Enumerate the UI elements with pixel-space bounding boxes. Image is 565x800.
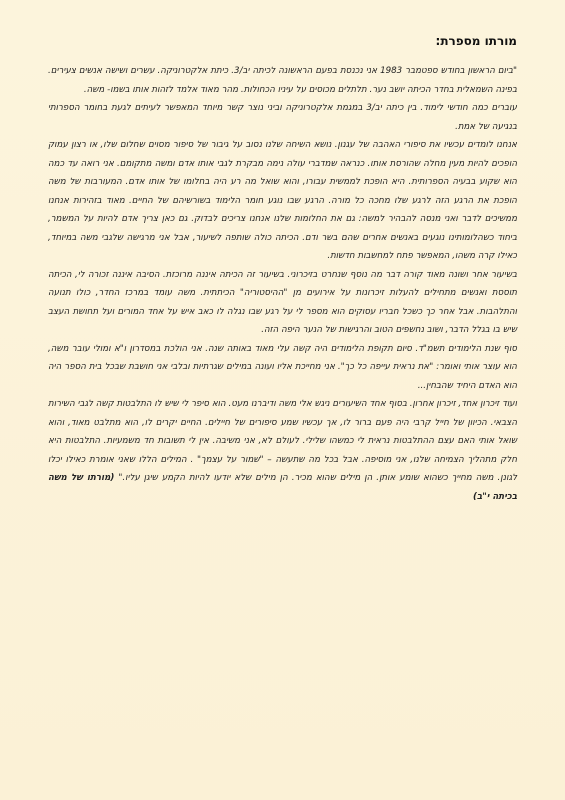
page-heading: מורתו מספרת: xyxy=(435,34,517,48)
paragraph: אנחנו לומדים עכשיו את סיפורי האהבה של עגנון. נושא השיחה שלנו נסוב על גיבור של סיפור מסוים שחלום שלו, או רצון עמוק הופכים להיות מעין מחלה שהורסת אותו. כנראה שמדברי עולה נימה מבקרת לגבי אותו אדם ומשה מתקומם. אני רואה עד כמה הוא שקוע בבעיה הספרותית. היא הופכת לממשית עבורו, והוא שואל מה רע היה בחלומו של אותו אדם. המעורבות של משה הופכת את הרגע הזה לרגע שלו מחכה כל מורה. הרגע שבו נוגע חומר הלימוד בשורשיהם של החיים. מאוד בזהירות אנחנו ממשיכים לדבר ואני מנסה להבהיר למשה: גם את החלומות שלנו אנחנו צריכים לבדוק. גם כאן צריך אדם להיות על המשמר, ביחוד כשהלומותינו נוגעים באנשים אחרים שהם בשר ודם. הכיתה כולה שותפה לשיעור, אבל אני מרגישה שלגבי משה במיוחד, כאילו קרה משהו, המאפשר פתח למחשבות חדשות. xyxy=(48,140,517,261)
paragraph: סוף שנת הלימודים תשמ"ד. סיום תקופת הלימודים היה קשה עלי מאוד באותה שנה. אני הולכת במסדרון ו"א ומולי עובר משה, הוא עוצר אותי ואומר: "את נראית עייפה כל כך". אני מחייכת אליו ועונה במילים שגרתיות ובלבי אני חושבת שבכל בית הספר היה הוא האדם היחיד שהבחין... xyxy=(48,343,517,391)
paragraph: "ביום הראשון בחודש ספטמבר 1983 אני נכנסת בפעם הראשונה לכיתה יב/3. כיתת אלקטרוניקה. עשרים ושישה אנשים צעירים. בפינה השמאלית בחדר הכיתה יושב נער. תלתלים מכוסים על עיניו הכחולות. מהר מאוד אלמד לזהות אותו בשמו- משה. xyxy=(48,66,517,95)
signature: (מורתו של משה בכיתה י"ב) xyxy=(48,473,517,502)
document-body xyxy=(48,62,517,506)
paragraph: בשיעור אחר ושונה מאוד קורה דבר מה נוסף שנחרט בזיכרוני. בשיעור זה הכיתה איננה מרוכזת. הסיבה איננה זכורה לי, הכיתה תוססת ואנשים מתחילים להעלות זיכרונות על אירועים מן "ההיסטוריה" הכיתתית. משה עומד במרכז החדר, כולו תנועה והתלהבות. אבל אחר כך כשכל חבריו עסוקים הוא מספר לי על רגע שבו נגלה לו כאב איש על אחד המורים ועל תחושת העצב שיש בו בגלל הדבר, ושוב נחשפים הטוב והרגישות של הנער היפה הזה. xyxy=(48,269,517,335)
paragraph-last-text: ועוד זיכרון אחד, זיכרון אחרון. בסוף אחד השיעורים ניגש אלי משה ודיברנו מעט. הוא סיפר לי שיש לו התלבטות קשה לגבי השירות הצבאי. הכיוון של חייל קרבי היה פעם ברור לו, אך עכשיו שמע סיפורים של חיילים. החיים יקרים לו, הוא מתלבט מאוד, והוא שואל אותי האם עצם ההתלבטות נראית לי כמשהו שלילי. לעולם לא, אני משיבה. אין לי תשובות חד משמעיות. התלבטות היא חלק מתהליך הצמיחה שלנו, אני מוסיפה. אבל בכל מה שתעשה – "שמור על עצמך" . המילים הללו שאני אומרת כאילו יכלו לגונן. משה מחייך כשהוא שומע אותן. הן מילים שהוא מכיר. הן מילים שלא יודעו להיות הקמע שיגן עליו." xyxy=(48,399,518,483)
paragraph-final xyxy=(48,395,517,506)
paragraph: עוברים כמה חודשי לימוד. בין כיתה יב/3 במגמת אלקטרוניקה וביני נוצר קשר מיוחד המאפשר לעיתים לגעת בחומר הספרותי בנגיעה של אמת. xyxy=(48,103,517,132)
